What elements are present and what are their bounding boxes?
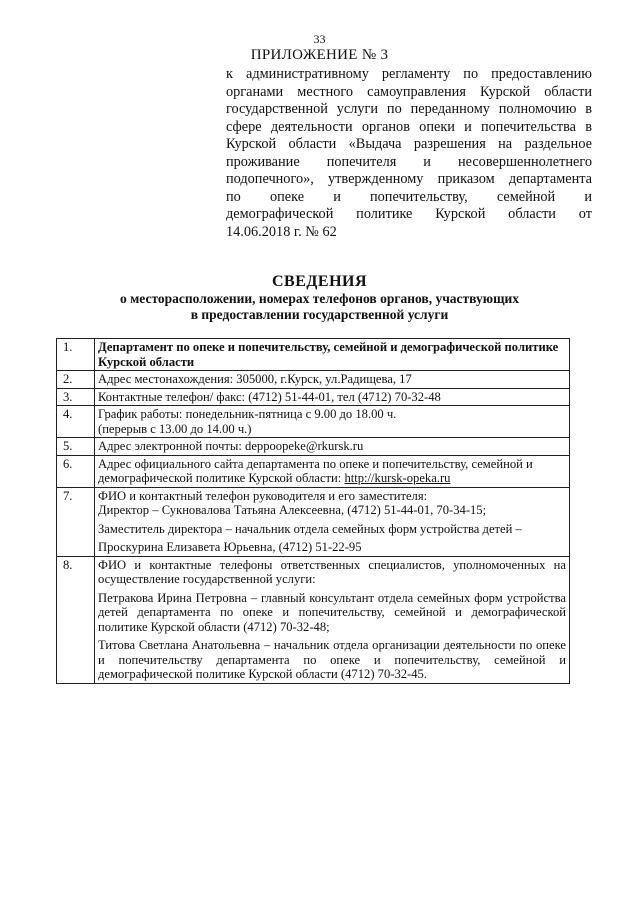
document-subheading: в предоставлении государственной услуги xyxy=(190,307,449,322)
row-text: График работы: понедельник-пятница с 9.00 до 18.00 ч. xyxy=(98,407,397,421)
row-number: 4. xyxy=(57,406,95,438)
appendix-line: 14.06.2018 г. № 62 xyxy=(226,223,337,240)
row-text: ФИО и контактные телефоны ответственных специалистов, уполномоченных на осуществление государственной услуги: xyxy=(98,557,566,586)
row-text: ФИО и контактный телефон руководителя и его заместителя: xyxy=(98,488,428,503)
row-cell xyxy=(95,556,570,683)
row-number: 8. xyxy=(57,556,95,683)
row-number: 5. xyxy=(57,438,95,456)
table-row xyxy=(57,339,570,371)
appendix-line: проживание попечителя и несовершеннолетнего xyxy=(226,153,592,170)
row-cell xyxy=(95,487,570,556)
table-row xyxy=(57,371,570,389)
document-subheading: о месторасположении, номерах телефонов органов, участвующих xyxy=(119,291,520,306)
row-text: Проскурина Елизавета Юрьевна, (4712) 51-22-95 xyxy=(98,540,362,554)
page-number: 33 xyxy=(313,32,326,46)
row-text: Адрес электронной почты: deppoopeke@rkursk.ru xyxy=(95,438,570,456)
row-text: Контактные телефон/ факс: (4712) 51-44-01, тел (4712) 70-32-48 xyxy=(95,388,570,406)
appendix-line: органами местного самоуправления Курской области xyxy=(226,83,592,100)
row-text: Департамент по опеке и попечительству, семейной и демографической политике Курской области xyxy=(95,339,570,371)
appendix-line: государственной услуги по переданному полномочию в xyxy=(226,101,592,117)
table-row xyxy=(57,487,570,556)
appendix-line: демографической политике Курской области от xyxy=(226,206,592,222)
table-row xyxy=(57,388,570,406)
row-number: 2. xyxy=(57,371,95,389)
table-row xyxy=(57,455,570,487)
table-row xyxy=(57,556,570,683)
appendix-line: сфере деятельности органов опеки и попечительства в xyxy=(226,118,592,135)
appendix-title: ПРИЛОЖЕНИЕ № 3 xyxy=(250,47,389,63)
table-row xyxy=(57,406,570,438)
document-heading: СВЕДЕНИЯ xyxy=(271,273,368,290)
table-row xyxy=(57,438,570,456)
row-text: Адрес местонахождения: 305000, г.Курск, ул.Радищева, 17 xyxy=(95,371,570,389)
row-text: Адрес официального сайта департамента по опеке и попечительству, семейной и демографической политике Курской области: xyxy=(98,456,533,485)
row-text: (перерыв с 13.00 до 14.00 ч.) xyxy=(98,421,252,436)
appendix-line: по опеке и попечительству, семейной и xyxy=(226,188,592,205)
row-number: 6. xyxy=(57,455,95,487)
row-text: Заместитель директора – начальник отдела семейных форм устройства детей – xyxy=(98,521,522,536)
row-number: 7. xyxy=(57,487,95,556)
info-table xyxy=(56,338,570,684)
row-cell xyxy=(95,455,570,487)
appendix-line: Курской области «Выдача разрешения на раздельное xyxy=(226,136,592,152)
appendix-line: подопечного», утвержденному приказом департамента xyxy=(226,171,592,187)
row-text: Петракова Ирина Петровна – главный консультант отдела семейных форм устройства детей департамента по опеке и попечительству, семейной и демографической политике Курской области (4712) 70-32-48; xyxy=(98,590,566,634)
row-cell xyxy=(95,406,570,438)
row-text: Титова Светлана Анатольевна – начальник отдела организации деятельности по опеке и попечительству департамента по опеке и попечительству, семейной и демографической политике Курской области (4712) 70-32-45. xyxy=(98,638,566,681)
row-number: 1. xyxy=(57,339,95,371)
appendix-line: к административному регламенту по предоставлению xyxy=(226,66,592,82)
row-text: Директор – Сукновалова Татьяна Алексеевна, (4712) 51-44-01, 70-34-15; xyxy=(98,503,487,517)
website-link[interactable]: http://kursk-opeka.ru xyxy=(344,471,451,485)
appendix-reference xyxy=(226,66,592,241)
row-number: 3. xyxy=(57,388,95,406)
